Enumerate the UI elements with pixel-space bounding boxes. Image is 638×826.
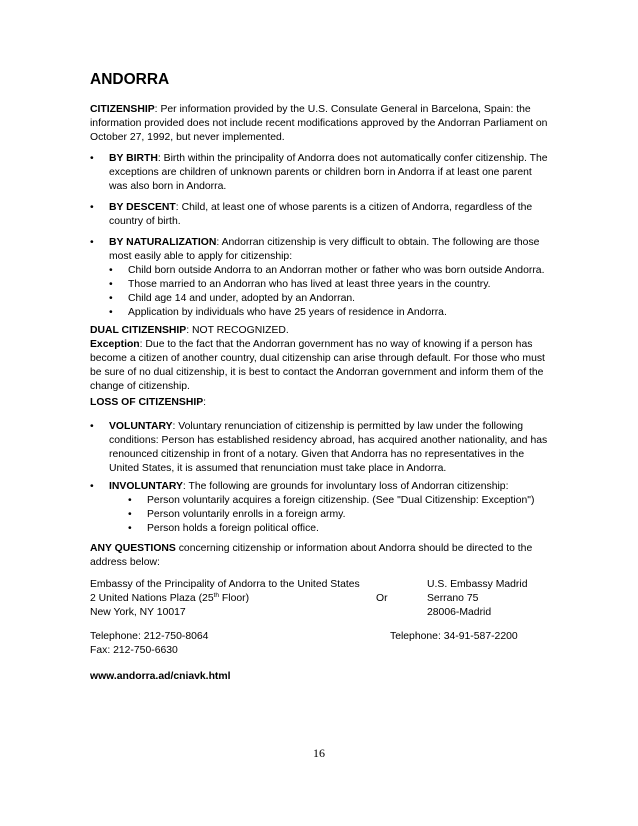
involuntary-item bbox=[90, 480, 552, 536]
by-descent-label: BY DESCENT bbox=[109, 202, 176, 213]
by-naturalization-text: : Andorran citizenship is very difficult to obtain. The following are those most easily able to apply for citizenship: bbox=[109, 237, 540, 262]
madrid-telephone: Telephone: 34-91-587-2200 bbox=[390, 631, 518, 642]
voluntary-item bbox=[90, 420, 552, 476]
questions-paragraph bbox=[90, 542, 552, 570]
by-birth-item bbox=[90, 152, 552, 194]
list-item bbox=[109, 522, 552, 536]
fax-row bbox=[90, 644, 552, 658]
list-item-text: Person holds a foreign political office. bbox=[147, 523, 319, 534]
list-item-text: Person voluntarily enrolls in a foreign army. bbox=[147, 509, 346, 520]
embassy-andorra-street: 2 United Nations Plaza (25th Floor) bbox=[90, 592, 250, 604]
bullet-icon: • bbox=[128, 509, 132, 520]
questions-label: ANY QUESTIONS bbox=[90, 543, 176, 554]
bullet-icon: • bbox=[109, 279, 113, 290]
by-birth-label: BY BIRTH bbox=[109, 153, 158, 164]
list-item-text: Person voluntarily acquires a foreign citizenship. (See "Dual Citizenship: Exception") bbox=[147, 495, 535, 506]
bullet-icon: • bbox=[90, 237, 94, 248]
questions-text: concerning citizenship or information about Andorra should be directed to the address below: bbox=[90, 543, 533, 568]
bullet-icon: • bbox=[90, 153, 94, 164]
embassy-andorra-city: New York, NY 10017 bbox=[90, 607, 186, 618]
list-item bbox=[109, 292, 552, 306]
exception-label: Exception bbox=[90, 339, 140, 350]
dual-citizenship-label: DUAL CITIZENSHIP bbox=[90, 325, 187, 336]
list-item-text: Child born outside Andorra to an Andorran mother or father who was born outside Andorra. bbox=[128, 265, 545, 276]
andorra-fax: Fax: 212-750-6630 bbox=[90, 645, 178, 656]
by-naturalization-label: BY NATURALIZATION bbox=[109, 237, 217, 248]
website-link[interactable]: www.andorra.ad/cniavk.html bbox=[90, 671, 231, 682]
bullet-icon: • bbox=[90, 202, 94, 213]
by-naturalization-item bbox=[90, 236, 552, 320]
list-item-text: Child age 14 and under, adopted by an Andorran. bbox=[128, 293, 356, 304]
or-separator: Or bbox=[376, 593, 388, 604]
bullet-icon: • bbox=[90, 421, 94, 432]
list-item bbox=[109, 264, 552, 278]
exception-text: : Due to the fact that the Andorran government has no way of knowing if a person has become a citizen of another country, dual citizenship can arise through default. For those who must be sure of no dual citizenship, it is best to contact the Andorran government and inform them of the change of citizenship. bbox=[90, 339, 545, 392]
address-row bbox=[90, 592, 552, 606]
voluntary-label: VOLUNTARY bbox=[109, 421, 173, 432]
list-item bbox=[109, 508, 552, 522]
list-item bbox=[109, 278, 552, 292]
embassy-madrid-name: U.S. Embassy Madrid bbox=[427, 579, 528, 590]
citizenship-text: : Per information provided by the U.S. Consulate General in Barcelona, Spain: the information provided does not include recent modifications approved by the Andorran Parliament on October 27, 1992, but never implemented. bbox=[90, 104, 548, 143]
embassy-madrid-street: Serrano 75 bbox=[427, 593, 479, 604]
citizenship-label: CITIZENSHIP bbox=[90, 104, 155, 115]
embassy-madrid-city: 28006-Madrid bbox=[427, 607, 492, 618]
page-number: 16 bbox=[313, 746, 325, 760]
bullet-icon: • bbox=[90, 481, 94, 492]
address-row bbox=[90, 578, 552, 592]
page-title: ANDORRA bbox=[90, 71, 170, 88]
loss-colon: : bbox=[203, 397, 207, 408]
embassy-andorra-name: Embassy of the Principality of Andorra to the United States bbox=[90, 579, 360, 590]
andorra-telephone: Telephone: 212-750-8064 bbox=[90, 631, 209, 642]
bullet-icon: • bbox=[128, 495, 132, 506]
bullet-icon: • bbox=[109, 265, 113, 276]
by-birth-text: : Birth within the principality of Andorra does not automatically confer citizenship. The exceptions are children of unknown parents or children born in Andorra if at least one parent was also born in Andorra. bbox=[109, 153, 548, 192]
dual-citizenship-status: : NOT RECOGNIZED. bbox=[186, 325, 289, 336]
dual-citizenship-paragraph bbox=[90, 324, 552, 394]
voluntary-text: : Voluntary renunciation of citizenship is permitted by law under the following conditions: Person has established residency abroad, has acquired another nationality, and has renounced citizenship in front of a notary. Given that Andorra has no representatives in the United States, it is assumed that renunciation must take place in Andorra. bbox=[109, 421, 548, 474]
loss-of-citizenship-heading bbox=[90, 396, 552, 410]
loss-label: LOSS OF CITIZENSHIP bbox=[90, 397, 204, 408]
bullet-icon: • bbox=[109, 293, 113, 304]
list-item-text: Those married to an Andorran who has lived at least three years in the country. bbox=[128, 279, 491, 290]
bullet-icon: • bbox=[109, 307, 113, 318]
involuntary-text: : The following are grounds for involuntary loss of Andorran citizenship: bbox=[182, 481, 509, 492]
involuntary-label: INVOLUNTARY bbox=[109, 481, 183, 492]
address-row bbox=[90, 606, 552, 620]
by-descent-item bbox=[90, 201, 552, 229]
by-descent-text: : Child, at least one of whose parents is a citizen of Andorra, regardless of the country of birth. bbox=[109, 202, 533, 227]
bullet-icon: • bbox=[128, 523, 132, 534]
list-item bbox=[109, 306, 552, 320]
phone-row bbox=[90, 630, 552, 644]
list-item-text: Application by individuals who have 25 years of residence in Andorra. bbox=[128, 307, 447, 318]
list-item bbox=[109, 494, 552, 508]
citizenship-paragraph bbox=[90, 103, 552, 145]
